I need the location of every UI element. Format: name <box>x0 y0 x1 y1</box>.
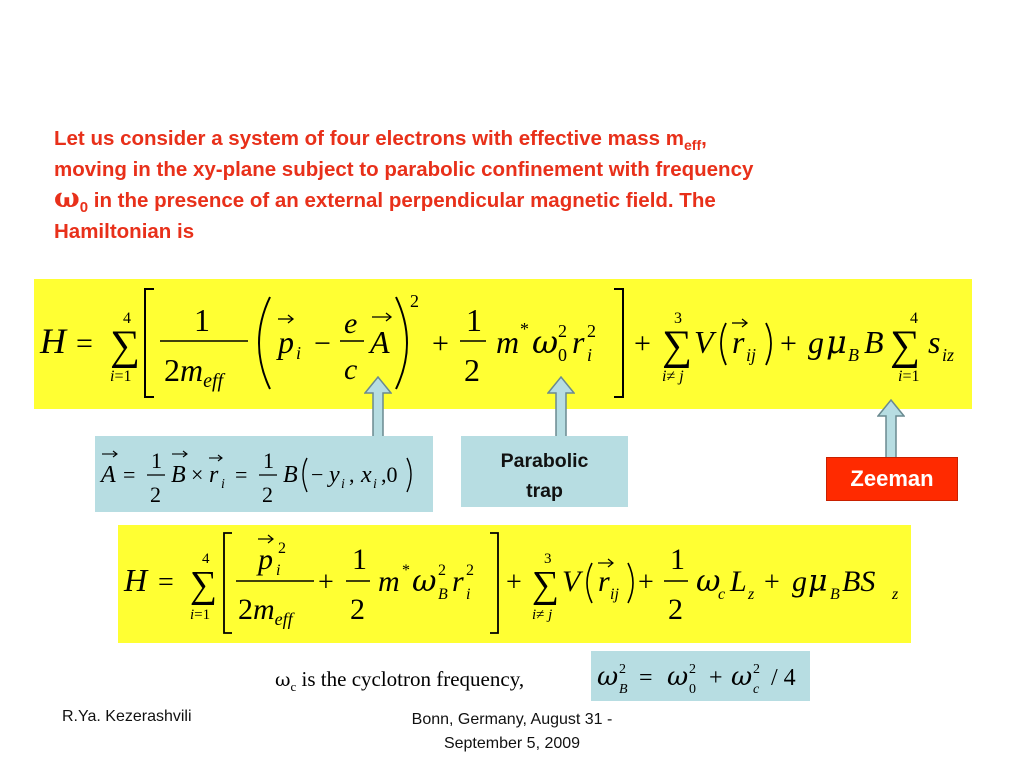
svg-text:+: + <box>638 567 654 598</box>
omega-symbol: ω <box>54 183 80 214</box>
svg-text:ω: ω <box>532 323 559 361</box>
svg-text:1: 1 <box>670 543 685 576</box>
svg-text:=: = <box>235 462 248 487</box>
svg-text:2meff: $2m_{eff}$ <box>238 593 293 629</box>
svg-text:z: z <box>748 586 755 603</box>
svg-text:+: + <box>764 567 780 598</box>
omega-b-equation <box>591 651 810 701</box>
svg-text:2: 2 <box>350 593 365 626</box>
svg-text:0: 0 <box>558 345 567 365</box>
svg-text:+: + <box>709 665 723 691</box>
svg-text:A: A <box>370 324 390 360</box>
svg-text:=: = <box>158 567 174 598</box>
svg-text:2: 2 <box>587 321 596 341</box>
svg-text:B: B <box>283 462 298 488</box>
up-arrow-icon <box>877 399 905 459</box>
svg-text:+: + <box>634 327 651 360</box>
svg-text:1: 1 <box>263 448 274 473</box>
svg-text:z: z <box>892 586 899 603</box>
svg-text:c: c <box>344 353 358 386</box>
svg-text:=: = <box>639 665 653 691</box>
svg-text:g: g <box>792 565 807 598</box>
svg-text:1: 1 <box>352 543 367 576</box>
svg-text:s: s <box>928 324 941 360</box>
svg-text:e: e <box>344 307 358 340</box>
svg-text:ij: ij <box>610 586 619 603</box>
svg-text:ω: ω <box>696 564 721 599</box>
svg-text:ω: ω <box>667 662 689 692</box>
svg-text:c: c <box>753 682 760 697</box>
svg-text:,: , <box>349 462 355 487</box>
svg-text:r: r <box>452 565 464 598</box>
vector-potential-equation <box>95 436 433 512</box>
svg-text:m: m <box>496 324 520 360</box>
svg-text:*: * <box>402 562 410 579</box>
main-hamiltonian-equation <box>34 279 972 409</box>
svg-text:p: p <box>278 324 294 360</box>
svg-text:2: 2 <box>438 562 446 579</box>
svg-text:∑: ∑ <box>890 323 920 369</box>
svg-text:=: = <box>76 327 93 360</box>
svg-text:B: B <box>619 682 628 697</box>
svg-text:i=1: i=1 <box>190 607 211 623</box>
svg-text:*: * <box>520 319 529 339</box>
svg-text:=: = <box>123 462 136 487</box>
svg-text:L: L <box>730 565 747 598</box>
svg-text:i: i <box>341 477 345 492</box>
svg-text:2: 2 <box>558 321 567 341</box>
svg-text:ω: ω <box>731 662 753 692</box>
svg-text:3: 3 <box>544 551 552 567</box>
intro-paragraph <box>54 124 974 246</box>
intro-line-2: moving in the xy-plane subject to parabolic confinement with frequency <box>54 158 754 181</box>
svg-text:+: + <box>432 327 449 360</box>
svg-text:m: m <box>378 565 400 598</box>
cyclotron-frequency-note: $\omega_c$ is the cyclotron frequency, <box>275 667 525 694</box>
svg-text:2: 2 <box>150 482 161 507</box>
svg-text:x: x <box>361 462 372 488</box>
vector-potential-box <box>95 436 433 512</box>
svg-text:y: y <box>329 462 340 488</box>
transformed-hamiltonian-equation <box>118 525 911 643</box>
omega-b-box <box>591 651 810 701</box>
svg-text:H: H <box>40 321 66 361</box>
footer-author: R.Ya. Kezerashvili <box>62 708 192 725</box>
svg-text:2: 2 <box>619 662 626 677</box>
svg-text:i: i <box>373 477 377 492</box>
svg-text:+: + <box>318 567 334 598</box>
up-arrow-icon <box>547 376 575 438</box>
intro-line-1: Let us consider a system of four electrons with effective mass $m_{eff}$, <box>54 127 707 153</box>
svg-text:3: 3 <box>674 310 682 327</box>
svg-text:B: B <box>864 324 884 360</box>
svg-text:1: 1 <box>194 302 210 338</box>
svg-text:H: H <box>124 562 148 598</box>
svg-text:ω: ω <box>597 662 619 692</box>
footer-venue: Bonn, Germany, August 31 - September 5, 2009 <box>411 711 613 752</box>
svg-text:c: c <box>718 586 726 603</box>
svg-text:2: 2 <box>464 352 480 388</box>
svg-text:2: 2 <box>262 482 273 507</box>
svg-text:BS: BS <box>842 565 876 598</box>
svg-text:A: A <box>101 462 116 488</box>
svg-text:∑: ∑ <box>190 564 218 606</box>
svg-text:i: i <box>296 343 302 363</box>
svg-text:i≠ j: i≠ j <box>662 368 684 385</box>
up-arrow-icon <box>364 376 392 438</box>
svg-text:g: g <box>808 324 824 360</box>
transformed-hamiltonian-box <box>118 525 911 643</box>
svg-text:iz: iz <box>942 345 955 365</box>
svg-text:1: 1 <box>466 302 482 338</box>
svg-text:∑: ∑ <box>662 323 692 369</box>
svg-text:4: 4 <box>910 310 918 327</box>
svg-text:−: − <box>314 327 331 360</box>
svg-text:V: V <box>694 324 714 360</box>
svg-text:+: + <box>506 567 522 598</box>
svg-text:2meff: 2meff <box>164 352 224 392</box>
svg-text:r: r <box>732 324 745 360</box>
svg-text:∑: ∑ <box>110 323 140 369</box>
intro-line-4: Hamiltonian is <box>54 220 195 243</box>
svg-text:ω: ω <box>412 564 437 599</box>
svg-text:×: × <box>191 462 204 487</box>
svg-text:μ: μ <box>808 564 828 599</box>
svg-text:i=1: i=1 <box>898 368 920 385</box>
svg-text:B: B <box>830 586 840 603</box>
svg-text:2: 2 <box>668 593 683 626</box>
svg-text:μ: μ <box>826 323 847 361</box>
svg-text:4: 4 <box>123 310 131 327</box>
svg-text:2: 2 <box>753 662 760 677</box>
svg-text:∑: ∑ <box>532 564 560 606</box>
svg-text:r: r <box>598 565 610 598</box>
svg-text:4: 4 <box>202 551 210 567</box>
svg-text:+: + <box>780 327 797 360</box>
svg-text:B: B <box>848 345 859 365</box>
svg-text:2: 2 <box>466 562 474 579</box>
svg-text:B: B <box>171 462 186 488</box>
zeeman-label: Zeeman <box>850 466 934 491</box>
svg-text:V: V <box>562 565 581 598</box>
svg-text:i≠ j: i≠ j <box>532 607 553 623</box>
main-hamiltonian-box <box>34 279 972 409</box>
svg-text:2: 2 <box>689 662 696 677</box>
svg-text:2: 2 <box>410 291 419 311</box>
svg-text:p: p <box>258 543 273 576</box>
svg-text:r: r <box>209 462 219 488</box>
intro-line-3: $\omega_0$ in the presence of an external perpendicular magnetic field. The <box>54 183 716 216</box>
svg-text:0: 0 <box>689 682 696 697</box>
parabolic-trap-label: Parabolic trap <box>500 450 589 502</box>
svg-text:,0: ,0 <box>381 462 398 487</box>
svg-text:r: r <box>572 324 585 360</box>
svg-text:i: i <box>221 477 225 492</box>
svg-text:2: 2 <box>278 540 286 557</box>
svg-text:i: i <box>587 345 593 365</box>
svg-text:ij: ij <box>746 345 757 365</box>
svg-text:i: i <box>466 586 471 603</box>
svg-text:/ 4: / 4 <box>771 665 796 691</box>
svg-text:i=1: i=1 <box>110 368 132 385</box>
svg-text:B: B <box>438 586 448 603</box>
svg-text:1: 1 <box>151 448 162 473</box>
svg-text:i: i <box>276 562 281 579</box>
svg-text:−: − <box>311 462 324 487</box>
